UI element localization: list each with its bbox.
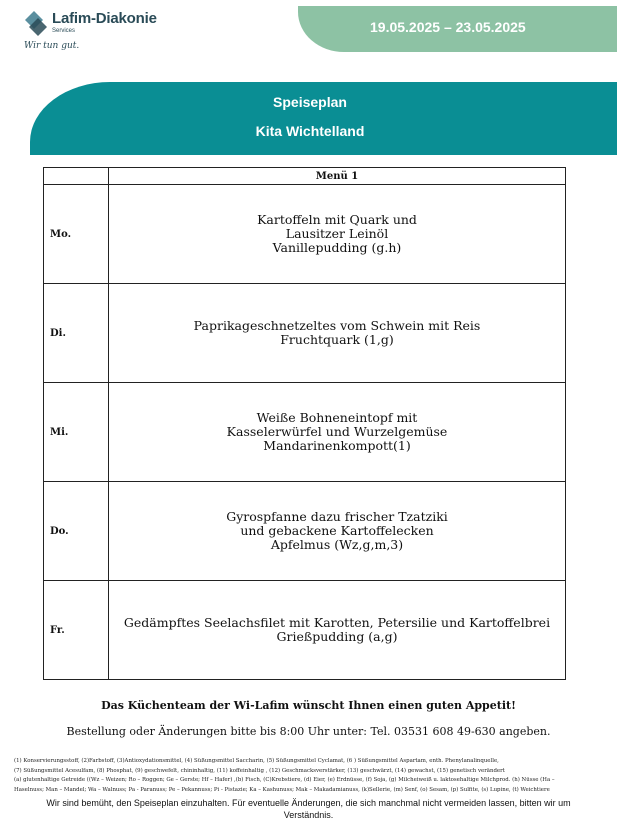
lafim-logo: [24, 8, 194, 54]
logo-name: Lafim-Diakonie: [52, 10, 157, 27]
allergens-line: Haselnuss; Man – Mandel; Wa – Walnuss; Pa - Paranuss; Pe – Pekannuss; Pi - Pistazie; Ka – Kashunuss; Mak – Makadamianuss, (k)Sellerie, (m) Senf, (o) Sesam, (p) Sulfite, (s) Lupine, (t) Weichtiere: [14, 786, 550, 793]
logo-tagline: Wir tun gut.: [24, 41, 80, 51]
table-row: [44, 383, 566, 482]
disclaimer-line: Wir sind bemüht, den Speiseplan einzuhalten. Für eventuelle Änderungen, die sich manchmal nicht vermeiden lassen, bitten wir um: [46, 798, 571, 808]
page-title: Speiseplan: [273, 94, 347, 110]
dish-line: Lausitzer Leinöl: [285, 226, 389, 241]
additives-legend: [14, 757, 614, 795]
day-label: Di.: [44, 284, 109, 383]
dish-line: Paprikageschnetzeltes vom Schwein mit Reis: [193, 318, 481, 333]
logo-sub: Services: [52, 28, 76, 34]
dish-line: Apfelmus (Wz,g,m,3): [270, 537, 404, 552]
dish-line: Gyrospfanne dazu frischer Tzatziki: [226, 509, 448, 524]
page-subtitle: Kita Wichtelland: [255, 123, 365, 139]
dish-cell: [109, 383, 566, 482]
diamond-logo-icon: [24, 10, 48, 38]
table-header-row: [44, 168, 566, 185]
table-row: [44, 185, 566, 284]
additives-line: (7) Süßungsmittel Acesulfam, (8) Phosphat, (9) geschwefelt, chininhaltig, (11) koffeinhaltig , (12) Geschmacksverstärker, (13) geschwärzt, (14) gewachst, (15) genetisch verändert: [14, 767, 505, 774]
dish-cell: [109, 185, 566, 284]
dish-line: Fruchtquark (1,g): [280, 332, 394, 347]
dish-line: Grießpudding (a,g): [276, 629, 398, 644]
day-column-header: [44, 168, 109, 185]
dish-line: und gebackene Kartoffelecken: [240, 523, 434, 538]
greeting-text: Das Küchenteam der Wi-Lafim wünscht Ihnen einen guten Appetit!: [101, 699, 516, 712]
dish-line: Vanillepudding (g.h): [272, 240, 402, 255]
additives-line: (1) Konservierungsstoff, (2)Farbstoff, (3)Antioxydationsmittel, (4) Süßungsmittel Saccharin, (5) Süßungsmittel Cyclamat, (6 ) Süßungsmittel Aspartam, enth. Phenylanalinquelle,: [14, 758, 499, 764]
table-row: [44, 284, 566, 383]
dish-cell: [109, 284, 566, 383]
allergens-line: (a) glutenhaltige Getreide ((Wz – Weizen; Ro – Roggen; Ge – Gerste; Hf – Hafer) ,(b) Fisch, (C)Krebstiere, (d) Eier, (e) Erdnüsse, (f) Soja, (g) Milcheiweiß u. laktosehaltige Milchprod. (h) Nüsse (Ha –: [14, 777, 555, 783]
day-label: Do.: [44, 482, 109, 581]
menu-table: [43, 167, 566, 680]
menu-column-header: Menü 1: [109, 168, 566, 185]
dish-cell: [109, 581, 566, 680]
title-banner: [30, 82, 617, 155]
day-label: Mi.: [44, 383, 109, 482]
day-label: Fr.: [44, 581, 109, 680]
dish-line: Gedämpftes Seelachsfilet mit Karotten, Petersilie und Kartoffelbrei: [123, 615, 551, 630]
disclaimer: [0, 797, 617, 821]
table-row: [44, 482, 566, 581]
dish-line: Kartoffeln mit Quark und: [257, 212, 417, 227]
dish-line: Weiße Bohneneintopf mit: [256, 410, 418, 425]
dish-line: Mandarinenkompott(1): [263, 438, 411, 453]
order-info: Bestellung oder Änderungen bitte bis 8:00 Uhr unter: Tel. 03531 608 49-630 angeben.: [66, 725, 551, 738]
disclaimer-line: Verständnis.: [283, 810, 334, 820]
table-row: [44, 581, 566, 680]
dish-line: Kasselerwürfel und Wurzelgemüse: [226, 424, 448, 439]
day-label: Mo.: [44, 185, 109, 284]
date-range: 19.05.2025 – 23.05.2025: [370, 19, 526, 35]
dish-cell: [109, 482, 566, 581]
